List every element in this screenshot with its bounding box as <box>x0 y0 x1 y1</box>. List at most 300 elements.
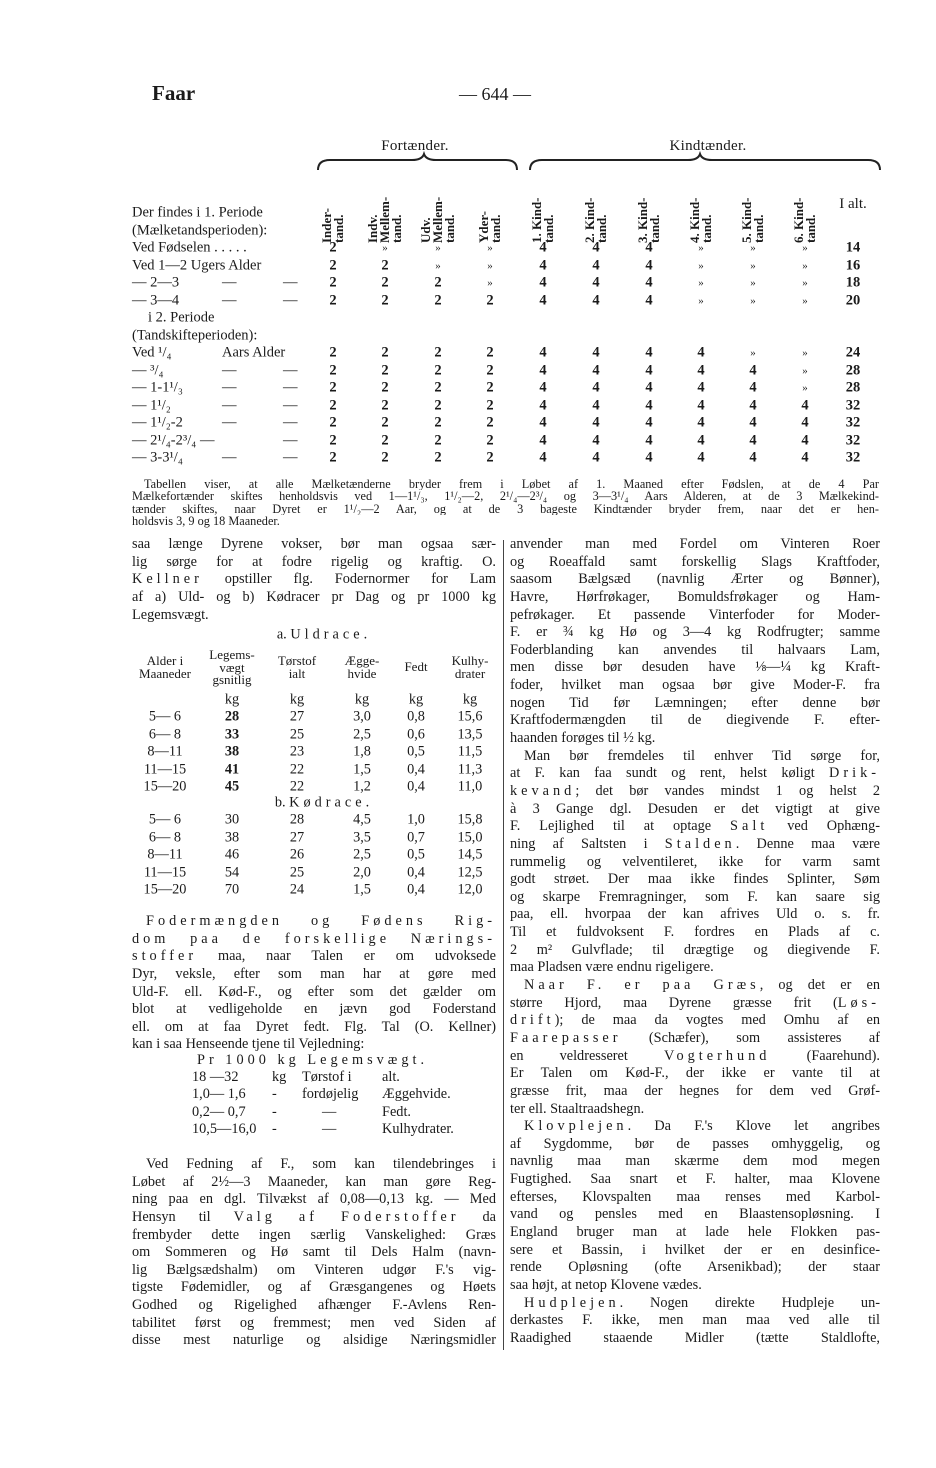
section-name: Uldrace. <box>290 626 372 643</box>
spaced-emphasis: Løs- <box>837 994 880 1011</box>
tooth-count: 4 <box>697 414 705 431</box>
feed-cell: 54 <box>224 864 240 880</box>
row-total: 16 <box>845 257 861 274</box>
text-line: paa, ell. hvorpaa der kan afrives Uld o. s. fr. <box>510 906 880 923</box>
text-line: navnlig maa man skærme dem mod megen <box>510 1153 880 1170</box>
text-line: tabilitet først og fremmest; men ved Siden af <box>132 1314 496 1331</box>
text-line: drift); de maa da vogtes med Omhu af en <box>510 1012 880 1029</box>
group-header-fortaender: Fortænder. <box>381 138 449 154</box>
column-divider <box>503 540 504 1350</box>
page-number: — 644 — <box>459 84 531 104</box>
paragraph <box>510 536 880 748</box>
text-line: større Hjord, maa Dyrene græsse frit (Løs- <box>510 994 880 1011</box>
row-total: 32 <box>845 414 861 431</box>
row-label: — <box>222 414 237 431</box>
section-prefix: b. <box>274 794 290 811</box>
tooth-count: 4 <box>539 274 547 291</box>
text-line: godt strøet. Der maa ikke findes Splinter, Søm <box>510 871 880 888</box>
text-line: saasom Bælgsæd (navnlig Ærter og Bønner), <box>510 571 880 588</box>
table-caption <box>132 478 879 528</box>
feed-cell: 25 <box>289 864 305 880</box>
tooth-count: 4 <box>539 414 547 431</box>
tooth-count: 2 <box>329 239 337 256</box>
row-label: — <box>222 449 237 466</box>
tooth-count: 4 <box>801 414 809 431</box>
feed-cell: 5— 6 <box>148 811 182 828</box>
text-line: efterses, Klovspalten maa renses med Karbol- <box>510 1188 880 1205</box>
feed-cell: 15,8 <box>457 811 483 828</box>
spaced-emphasis: Drik- <box>829 765 880 782</box>
tooth-count: » <box>750 277 756 290</box>
text-line: Tabellen viser, at alle Mælketænderne bryder frem i Løbet af 1. Maaned efter Fødslen, at de 4 Par <box>144 478 879 491</box>
feed-cell: 11,5 <box>457 743 483 760</box>
text-line: en veldresseret Vogterhund (Faarehund). <box>510 1047 880 1064</box>
text-line: Kellner opstiller flg. Fodernormer for Lam <box>132 571 496 588</box>
feed-cell: 13,5 <box>457 726 483 742</box>
tooth-count: 4 <box>749 414 757 431</box>
period-label: Der findes i 1. Periode <box>132 204 263 221</box>
section-prefix: a. <box>276 626 291 643</box>
tooth-count: 4 <box>539 257 547 274</box>
row-label: — <box>283 362 298 378</box>
text-line: Mælkefortænder skiftes henholdsvis ved 1—1¹/₃, 1¹/₂—2, 2¹/₄—2³/₄ og 3—3¹/₄ Aars Alderen, at de 3 Mælkekind- <box>132 490 879 503</box>
norm-title: Pr 1000 kg Legemsvægt. <box>197 1052 429 1068</box>
feed-cell: 12,5 <box>457 864 483 880</box>
tooth-count: 4 <box>645 239 653 256</box>
feed-cell: 38 <box>224 829 240 845</box>
row-total: 14 <box>845 239 861 256</box>
text-line: og Roeaffald samt forskellig Slags Kraftfoder, <box>510 553 880 570</box>
feed-cell: 0,6 <box>407 726 425 742</box>
text-line: derkastes F. ikke, men man maa ved alle til <box>510 1312 880 1329</box>
tooth-count: 4 <box>592 292 600 309</box>
tooth-count: 4 <box>645 344 653 361</box>
tooth-count: 4 <box>539 292 547 309</box>
text-line: kan i saa Henseende tjene til Vejledning: <box>132 1036 365 1053</box>
feed-cell: 26 <box>289 846 305 863</box>
row-label: — 3-3¹/₄ <box>132 449 183 466</box>
tooth-count: » <box>750 242 756 254</box>
norm-cell: - <box>272 1120 277 1137</box>
paragraph <box>510 748 880 977</box>
row-label: — <box>222 397 237 413</box>
tooth-count: 2 <box>434 414 442 431</box>
unit-label: kg <box>224 691 240 708</box>
tooth-count: 4 <box>592 379 600 396</box>
feed-cell: 1,0 <box>407 811 425 828</box>
tooth-count: 4 <box>539 239 547 256</box>
tooth-count: » <box>487 242 493 254</box>
row-label: — 1¹/₂ <box>132 397 171 413</box>
tooth-count: 2 <box>486 292 494 309</box>
feed-cell: 14,5 <box>457 846 483 863</box>
tooth-count: 2 <box>329 257 337 274</box>
feed-cell: 27 <box>289 708 305 725</box>
tooth-count: 4 <box>592 239 600 256</box>
feed-cell: 11,3 <box>457 761 483 777</box>
row-label: — <box>283 414 298 431</box>
text-line: græsse frit, maa der hegnes for dem ved Grøf- <box>510 1082 880 1099</box>
feed-cell: 11—15 <box>143 761 187 777</box>
tooth-count: 4 <box>645 362 653 378</box>
tooth-count: 4 <box>801 397 809 413</box>
feed-cell: 45 <box>224 778 240 795</box>
tooth-count: 2 <box>486 432 494 448</box>
feed-cell: 0,4 <box>407 761 425 777</box>
tooth-count: 4 <box>592 257 600 274</box>
feed-column-header: Ægge- hvide <box>344 653 380 681</box>
text-line: saa længe Dyrene vokser, bør man ogsaa sær- <box>132 536 496 552</box>
tooth-count: 4 <box>592 362 600 378</box>
feed-cell: 30 <box>224 811 240 828</box>
text-line: Faarepasser (Schæfer), som assisteres af <box>510 1029 880 1046</box>
text-line: sere et Bassin, i hvilket der er en desinfice- <box>510 1241 880 1258</box>
tooth-count: 4 <box>645 414 653 431</box>
text-line: Klovplejen. Da F.'s Klove let angribes <box>524 1118 880 1135</box>
column-header: Udv. Mellem- tand. <box>418 196 457 243</box>
tooth-count: 2 <box>486 362 494 378</box>
tooth-count: » <box>802 277 808 290</box>
column-header: 2. Kind- tand. <box>582 197 609 243</box>
unit-label: kg <box>462 691 478 708</box>
text-line: saa højt, at netop Klovene vædes. <box>510 1276 702 1293</box>
group-header-kindtaender: Kindtænder. <box>669 138 747 154</box>
tooth-count: 4 <box>697 432 705 448</box>
text-line: ning paa en dgl. Tilvækst af 0,08—0,13 kg. — Med <box>132 1191 496 1208</box>
spaced-emphasis: Salt <box>730 818 769 835</box>
tooth-count: 4 <box>539 432 547 448</box>
text-line: men disse bør desuden have ⅛—¼ kg Kraft- <box>510 659 880 676</box>
row-label: — <box>222 362 237 378</box>
tooth-count: » <box>487 259 493 272</box>
paragraph <box>132 536 496 624</box>
right-column <box>510 536 880 1347</box>
text-line: maa Pladsen være endnu rigeligere. <box>510 959 714 976</box>
text-line: Hudplejen. Nogen direkte Hudpleje un- <box>524 1294 880 1311</box>
tooth-count: 4 <box>592 344 600 361</box>
tooth-count: » <box>802 242 808 254</box>
unit-label: kg <box>289 691 305 708</box>
row-label: — <box>222 379 237 396</box>
text-line: Godhed og Rigelighed afhænger F.-Avlens Ren- <box>132 1297 496 1314</box>
feed-cell: 15—20 <box>143 881 187 898</box>
tooth-count: 2 <box>486 397 494 413</box>
row-label: Ved Fødselen . . . . . <box>132 239 247 256</box>
text-line: Havre, Hørfrøkager, Bomuldsfrøkager og Ham- <box>510 588 880 605</box>
tooth-count: 2 <box>486 344 494 361</box>
tooth-count: 2 <box>381 432 389 448</box>
text-line: foder, hvilket man ogsaa bør give Moder-F. fra <box>510 677 880 694</box>
row-total: 20 <box>845 292 861 309</box>
spaced-emphasis: stoffer <box>132 948 198 965</box>
row-label: — 1¹/₂-2 <box>132 414 183 431</box>
tooth-count: 4 <box>645 379 653 396</box>
feed-cell: 24 <box>289 881 305 898</box>
row-label: — <box>283 379 298 396</box>
tooth-count: 2 <box>329 379 337 396</box>
period-label: (Mælketandsperioden): <box>132 222 268 239</box>
paragraph <box>132 913 496 1054</box>
tooth-count: » <box>698 277 704 290</box>
tooth-count: 2 <box>486 449 494 466</box>
feed-cell: 8—11 <box>147 743 183 760</box>
tooth-count: » <box>750 347 756 359</box>
tooth-count: » <box>435 259 441 272</box>
text-line: haanden forøges til ½ kg. <box>510 730 656 747</box>
feed-cell: 23 <box>289 743 305 760</box>
tooth-count: 2 <box>434 432 442 448</box>
text-line: Man bør fremdeles til enhver Tid sørge for, <box>524 747 880 764</box>
column-header: Inder- tand. <box>319 208 346 243</box>
text-line: Foderblanding kan anvendes til halvaars Lam, <box>510 641 880 658</box>
row-label: — <box>222 292 237 309</box>
feed-cell: 0,4 <box>407 864 425 880</box>
tooth-count: 2 <box>381 292 389 309</box>
norm-cell: — <box>322 1120 337 1137</box>
spaced-emphasis: dom paa de forskellige Nærings- <box>132 930 496 947</box>
tooth-count: » <box>802 259 808 272</box>
text-line: F. er ¾ kg Hø og 3—4 kg Rodfrugter; samme <box>510 624 880 641</box>
tooth-count: 2 <box>434 362 442 378</box>
feed-cell: 1,8 <box>353 743 371 760</box>
row-label: Ved 1—2 Ugers Alder <box>132 257 262 274</box>
feed-cell: 6— 8 <box>148 829 182 845</box>
norm-cell: Kulhydrater. <box>382 1120 454 1137</box>
feed-cell: 22 <box>289 778 305 795</box>
norm-cell: - <box>272 1103 277 1120</box>
tooth-count: 2 <box>329 344 337 361</box>
text-line: Dyr, veksle, efter som man har at gøre med <box>132 965 496 982</box>
feed-column-header: Alder i Maaneder <box>139 653 191 681</box>
text-line: ell. om at faa Dyret fedt. Flg. Tal (O. Kellner) <box>132 1018 496 1035</box>
feed-cell: 5— 6 <box>148 708 182 725</box>
norm-cell: 0,2— 0,7 <box>192 1103 246 1120</box>
feed-cell: 1,5 <box>353 881 371 898</box>
tooth-count: 4 <box>645 292 653 309</box>
text-line: Hensyn til Valg af Foderstoffer da <box>132 1208 496 1225</box>
period-label: i 2. Periode <box>148 309 215 326</box>
text-line: Fugtighed. Saa snart et F. halter, maa Klovene <box>510 1171 880 1188</box>
feed-cell: 33 <box>224 726 240 742</box>
column-header: Indv. Mellem- tand. <box>365 196 404 243</box>
tooth-count: 2 <box>381 379 389 396</box>
tooth-count: 2 <box>381 344 389 361</box>
feed-cell: 28 <box>289 811 305 828</box>
feed-cell: 15,6 <box>457 708 483 725</box>
tooth-count: » <box>435 242 441 254</box>
norm-cell: kg <box>272 1069 287 1085</box>
tooth-count: 4 <box>539 397 547 413</box>
text-line: anvender man med Fordel om Vinteren Roer <box>510 536 880 552</box>
feed-cell: 3,0 <box>353 708 371 725</box>
row-label: — ³/₄ <box>132 362 164 378</box>
text-line: disse mest naturlige og alsidige Næringsmidler <box>132 1332 496 1349</box>
text-line: tænder skiftes, naar Dyret er 1¹/₂—2 Aar, og at de 3 bageste Kindtænder bryder frem, naar det er hen- <box>132 502 879 516</box>
feed-cell: 15—20 <box>143 778 187 795</box>
text-line: à 3 Gange dgl. Desuden er det vigtigt at give <box>510 800 880 817</box>
norm-cell: Fedt. <box>382 1103 411 1120</box>
spaced-emphasis: Foderstoffer <box>341 1208 460 1225</box>
text-line: Legemsvægt. <box>132 606 209 623</box>
column-header: 6. Kind- tand. <box>791 197 818 243</box>
norm-cell: alt. <box>382 1069 400 1085</box>
text-line: Kraftfodermængden til de diegivende F. efter- <box>510 712 880 729</box>
row-label: — <box>222 274 237 291</box>
unit-label: kg <box>408 691 424 708</box>
column-header: Yder- tand. <box>476 210 503 243</box>
row-label: — 3—4 <box>132 292 180 309</box>
row-total: 28 <box>845 379 861 396</box>
feed-cell: 2,0 <box>353 864 371 880</box>
tooth-count: » <box>750 259 756 272</box>
paragraph <box>510 1118 880 1294</box>
feed-cell: 27 <box>289 829 305 845</box>
text-line: og skarpe Fremragninger, som F. kan saare sig <box>510 888 880 905</box>
text-line: rende Opløsning (ofte Arsenikbad); der staar <box>510 1259 880 1276</box>
tooth-count: » <box>802 382 808 394</box>
tooth-count: 2 <box>381 449 389 466</box>
text-line: Løbet af 2½—3 Maaneder, kan man gøre Reg- <box>132 1173 496 1190</box>
feed-cell: 70 <box>224 881 240 898</box>
feed-column-header: Legems- vægt gsnitlig <box>209 647 255 687</box>
feed-cell: 11—15 <box>143 864 187 880</box>
tooth-count: 4 <box>592 449 600 466</box>
tooth-count: 4 <box>749 362 757 378</box>
text-line: ter ell. Staaltraadshegn. <box>510 1100 645 1117</box>
feed-section-title <box>277 627 371 644</box>
spaced-emphasis: Stalden <box>664 835 736 852</box>
feed-cell: 2,5 <box>353 726 371 742</box>
feed-cell: 38 <box>224 743 240 760</box>
tooth-count: 4 <box>697 344 705 361</box>
column-header: 3. Kind- tand. <box>635 197 662 243</box>
feed-cell: 3,5 <box>353 829 371 845</box>
feed-cell: 15,0 <box>457 829 483 845</box>
tooth-count: 2 <box>329 449 337 466</box>
spaced-emphasis: og <box>310 913 334 929</box>
row-label: — <box>283 274 298 291</box>
row-label: — 2—3 <box>132 274 180 291</box>
tooth-count: 2 <box>329 274 337 291</box>
tooth-count: 4 <box>645 432 653 448</box>
row-label: — <box>283 397 298 413</box>
feed-cell: 8—11 <box>147 846 183 863</box>
feed-cell: 0,7 <box>407 829 425 845</box>
tooth-count: » <box>802 294 808 307</box>
tooth-count: 4 <box>697 397 705 413</box>
tooth-count: 4 <box>749 397 757 413</box>
row-total: 32 <box>845 432 861 448</box>
text-line: om Sommeren og Hø samt til Dels Halm (navn- <box>132 1244 496 1261</box>
row-label: — 2¹/₄-2³/₄ — <box>132 432 215 448</box>
tooth-count: 4 <box>749 449 757 466</box>
feed-cell: 46 <box>224 846 240 863</box>
norm-cell: 1,0— 1,6 <box>192 1086 246 1103</box>
tooth-count: 4 <box>645 257 653 274</box>
spaced-emphasis: Vogterhund <box>663 1047 771 1064</box>
tooth-count: 2 <box>381 274 389 291</box>
spaced-emphasis: af <box>298 1208 318 1225</box>
feed-column-header: Fedt <box>404 659 428 674</box>
tooth-count: 2 <box>329 362 337 378</box>
tooth-count: 2 <box>434 449 442 466</box>
text-line: rummelig og velventileret, ikke for varm samt <box>510 853 880 870</box>
text-line: vand og pensles med en Blaastensopløsning. I <box>510 1206 880 1223</box>
tooth-count: 2 <box>434 397 442 413</box>
norm-cell: fordøjelig <box>302 1086 359 1103</box>
tooth-count: 2 <box>381 397 389 413</box>
row-total: 32 <box>845 397 861 413</box>
spaced-emphasis: Hudplejen <box>524 1294 620 1311</box>
spaced-emphasis: drift <box>510 1012 555 1029</box>
spaced-emphasis: kevand <box>510 782 576 799</box>
tooth-count: 4 <box>592 432 600 448</box>
text-line: at F. kan faa sundt og rent, helst køligt Drik- <box>510 765 880 782</box>
row-label: — <box>283 432 298 448</box>
norm-cell: - <box>272 1086 277 1103</box>
column-header: 4. Kind- tand. <box>687 197 714 243</box>
text-line: Uld-F. ell. Kød-F., og efter som det gælder om <box>132 983 496 1000</box>
tooth-count: 2 <box>434 292 442 309</box>
text-line: pefrøkager. Et passende Vinterfoder for Moder- <box>510 606 880 623</box>
tooth-count: 4 <box>592 414 600 431</box>
feed-cell: 1,2 <box>353 778 371 795</box>
text-line: Til et fuldvoksent F. fordres en Plads af c. <box>510 924 880 941</box>
feed-column-header: Tørstof ialt <box>277 653 317 681</box>
text-line <box>132 931 496 949</box>
spaced-emphasis: Fodermængden <box>146 913 283 929</box>
tooth-count: 4 <box>539 449 547 466</box>
text-line: 2 m² Gulvflade; til drægtige og diegivende F. <box>510 941 880 958</box>
row-total: 32 <box>845 449 861 466</box>
tooth-count: 4 <box>645 274 653 291</box>
text-line: blot at vedligeholde en jævn god Foderstand <box>132 1001 496 1018</box>
tooth-count: 4 <box>801 449 809 466</box>
spaced-emphasis: Rig- <box>454 913 496 929</box>
tooth-count: 2 <box>486 379 494 396</box>
text-line: kevand; det bør vandes mindst 1 og helst 2 <box>510 782 880 799</box>
feed-cell: 25 <box>289 726 305 742</box>
spaced-emphasis: Valg <box>233 1208 276 1225</box>
row-label: — 1-1¹/₃ <box>132 379 183 396</box>
norm-cell: 18 —32 <box>192 1069 239 1085</box>
text-line: af a) Uld- og b) Kødracer pr Dag og pr 1000 kg <box>132 588 496 605</box>
feed-cell: 0,5 <box>407 846 425 863</box>
section-title: Faar <box>152 81 196 105</box>
paragraph <box>132 1156 496 1350</box>
tooth-count: 2 <box>434 344 442 361</box>
text-line: Naar F. er paa Græs, og det er en <box>524 977 880 994</box>
text-line: af Sygdomme, bør de passes omhyggelig, og <box>510 1135 880 1152</box>
tooth-count: 2 <box>381 362 389 378</box>
left-column <box>132 536 496 1356</box>
tooth-count: » <box>698 259 704 272</box>
feed-cell: 0,8 <box>407 708 425 725</box>
text-line: F. Lejlighed til at optage Salt ved Ophæng- <box>510 818 880 835</box>
text-line: Ved Fedning af F., som kan tilendebringes i <box>146 1156 496 1172</box>
text-line: ning af Saltsten i Stalden. Denne maa være <box>510 835 880 852</box>
norm-cell: Tørstof i <box>302 1069 352 1085</box>
text-line: holdsvis 3, 9 og 18 Maaneder. <box>132 515 280 528</box>
tooth-count: 2 <box>434 379 442 396</box>
unit-label: kg <box>354 691 370 708</box>
text-line: Raadighed staaende Midler (tætte Staldlofte, <box>510 1329 880 1346</box>
spaced-emphasis: Naar F. er paa Græs <box>524 977 760 994</box>
tooth-count: 4 <box>645 449 653 466</box>
tooth-count: » <box>750 294 756 307</box>
tooth-count: 4 <box>697 362 705 378</box>
tooth-count: 2 <box>329 432 337 448</box>
